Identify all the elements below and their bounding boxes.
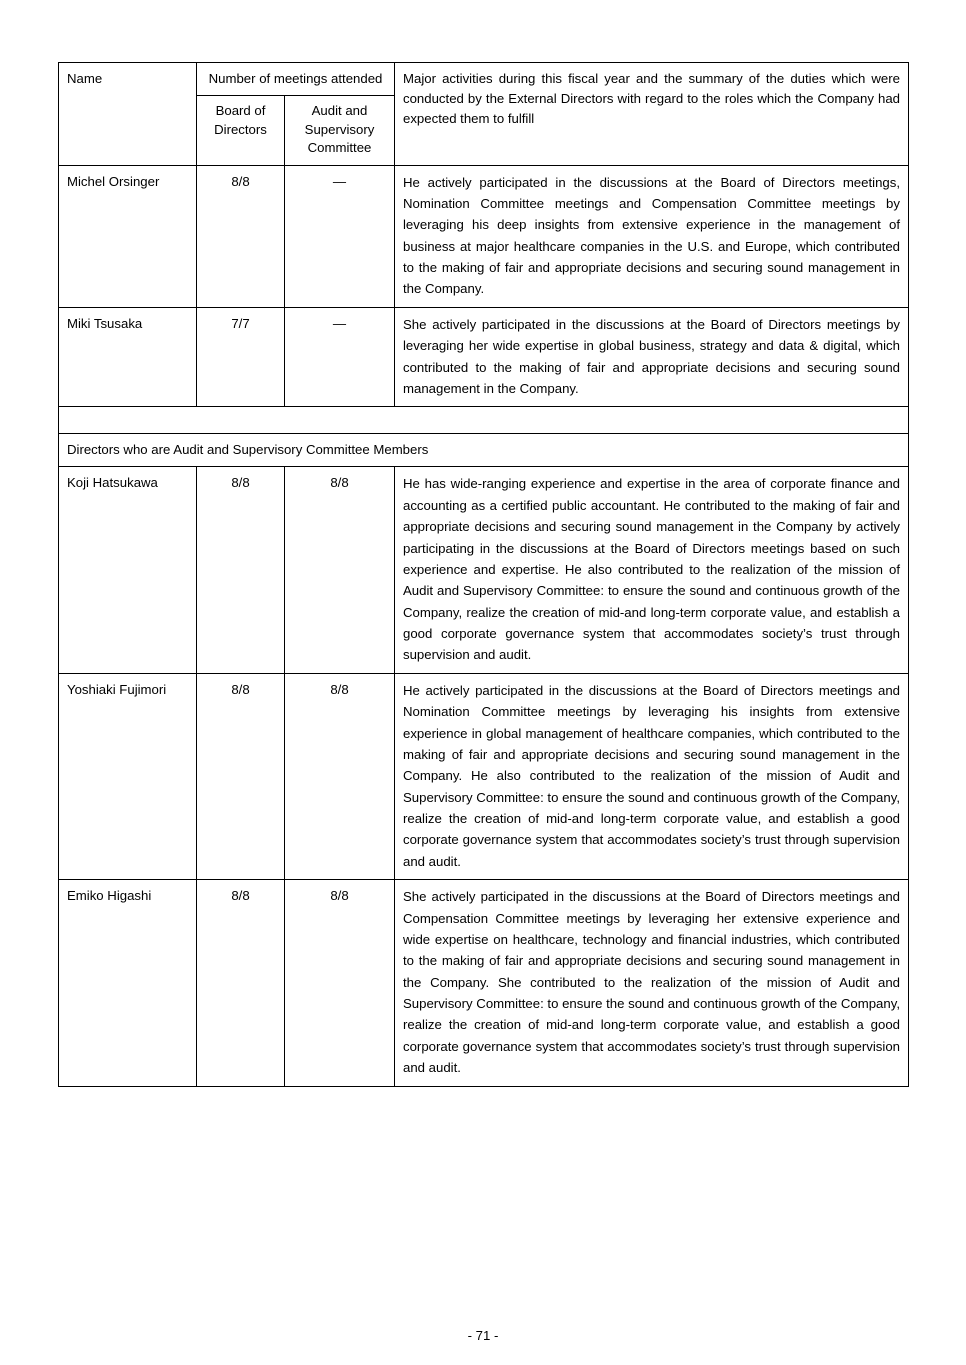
table-row bbox=[59, 165, 909, 307]
audit-meetings-attended: — bbox=[285, 165, 395, 307]
director-name: Michel Orsinger bbox=[59, 165, 197, 307]
header-board-of-directors: Board of Directors bbox=[197, 96, 285, 165]
header-name: Name bbox=[59, 63, 197, 166]
director-name: Emiko Higashi bbox=[59, 880, 197, 1086]
director-name: Koji Hatsukawa bbox=[59, 467, 197, 673]
director-name: Yoshiaki Fujimori bbox=[59, 673, 197, 879]
board-meetings-attended: 8/8 bbox=[197, 673, 285, 879]
header-meetings-attended: Number of meetings attended bbox=[197, 63, 395, 96]
audit-meetings-attended: — bbox=[285, 307, 395, 407]
board-meetings-attended: 8/8 bbox=[197, 880, 285, 1086]
table-header-row-1 bbox=[59, 63, 909, 96]
table-spacer-row bbox=[59, 407, 909, 434]
director-name: Miki Tsusaka bbox=[59, 307, 197, 407]
audit-meetings-attended: 8/8 bbox=[285, 673, 395, 879]
table-row bbox=[59, 673, 909, 879]
page-number: - 71 - bbox=[467, 1328, 499, 1343]
board-meetings-attended: 8/8 bbox=[197, 467, 285, 673]
table-row bbox=[59, 307, 909, 407]
audit-meetings-attended: 8/8 bbox=[285, 880, 395, 1086]
section-label: Directors who are Audit and Supervisory Committee Members bbox=[59, 434, 909, 467]
table-row bbox=[59, 467, 909, 673]
table-row bbox=[59, 880, 909, 1086]
spacer-cell bbox=[59, 407, 909, 434]
table-section-row bbox=[59, 434, 909, 467]
header-audit-supervisory-committee: Audit and Supervisory Committee bbox=[285, 96, 395, 165]
audit-meetings-attended: 8/8 bbox=[285, 467, 395, 673]
director-activities: She actively participated in the discussions at the Board of Directors meetings and Compensation Committee meetings by leveraging her extensive experience and wide expertise on healthcare, technology and financial industries, which contributed to the making of fair and appropriate decisions and securing sound management in the Company. She contributed to the realization of the mission of Audit and Supervisory Committee: to ensure the sound and continuous growth of the Company, realize the creation of mid-and long-term corporate value, and establish a good corporate governance system that accommodates society’s trust through supervision and audit. bbox=[395, 880, 909, 1086]
director-activities: He actively participated in the discussions at the Board of Directors meetings, Nomination Committee meetings and Compensation Committee meetings by leveraging his deep insights from extensive experience in the management of business at major healthcare companies in the U.S. and Europe, which contributed to the making of fair and appropriate decisions and securing sound management in the Company. bbox=[395, 165, 909, 307]
header-major-activities: Major activities during this fiscal year and the summary of the duties which were conducted by the External Directors with regard to the roles which the Company had expected them to fulfill bbox=[395, 63, 909, 166]
external-directors-table bbox=[58, 62, 909, 1087]
director-activities: She actively participated in the discussions at the Board of Directors meetings by leveraging her wide expertise in global business, strategy and data & digital, which contributed to the making of fair and appropriate decisions and securing sound management in the Company. bbox=[395, 307, 909, 407]
director-activities: He actively participated in the discussions at the Board of Directors meetings and Nomination Committee meetings by leveraging his insights from extensive experience in global management of healthcare companies, which contributed to the making of fair and appropriate decisions and securing sound management in the Company. He also contributed to the realization of the mission of Audit and Supervisory Committee: to ensure the sound and continuous growth of the Company, realize the creation of mid-and long-term corporate value, and establish a good corporate governance system that accommodates society’s trust through supervision and audit. bbox=[395, 673, 909, 879]
director-activities: He has wide-ranging experience and expertise in the area of corporate finance and accounting as a certified public accountant. He contributed to the making of fair and appropriate decisions and securing sound management in the Company by actively participating in the discussions at the Board of Directors meetings based on such experience and expertise. He also contributed to the realization of the mission of Audit and Supervisory Committee: to ensure the sound and continuous growth of the Company, realize the creation of mid-and long-term corporate value, and establish a good corporate governance system that accommodates society’s trust through supervision and audit. bbox=[395, 467, 909, 673]
board-meetings-attended: 7/7 bbox=[197, 307, 285, 407]
board-meetings-attended: 8/8 bbox=[197, 165, 285, 307]
